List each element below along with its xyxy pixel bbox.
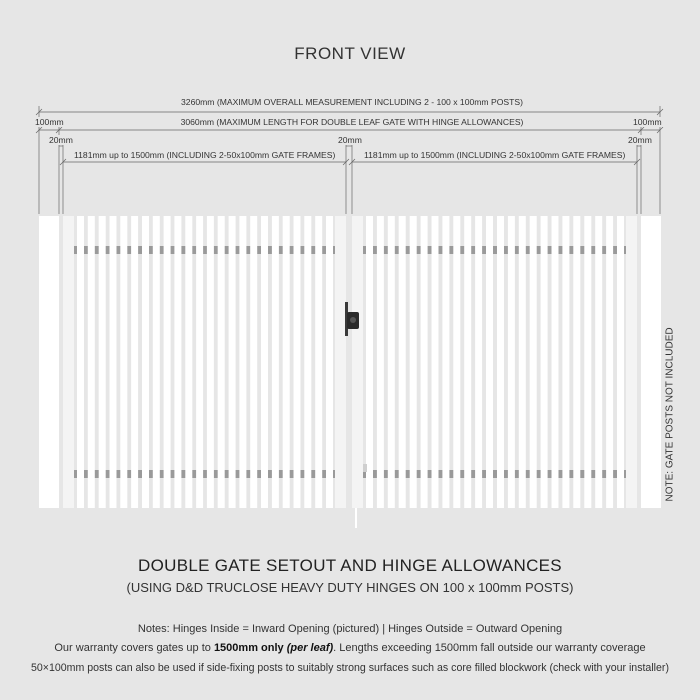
gate-slat (326, 216, 333, 508)
dim-label-leaf-left: 1181mm up to 1500mm (INCLUDING 2-50x100mm GATE FRAMES) (74, 150, 336, 160)
gate-slat (584, 216, 591, 508)
dim-label-gate-length: 3060mm (MAXIMUM LENGTH FOR DOUBLE LEAF GATE WITH HINGE ALLOWANCES) (180, 117, 524, 127)
gate-slat (185, 216, 192, 508)
right-leaf-slats (366, 216, 624, 508)
gate-slat (272, 216, 279, 508)
gate-slat (99, 216, 106, 508)
left-post (39, 216, 59, 508)
dim-label-post-left: 100mm (35, 117, 64, 127)
gate-slat (573, 216, 580, 508)
gate-slat (530, 216, 537, 508)
right-leaf-outer-frame (626, 216, 637, 508)
gate-slat (508, 216, 515, 508)
section-subheading: (USING D&D TRUCLOSE HEAVY DUTY HINGES ON 100 x 100mm POSTS) (126, 580, 574, 595)
left-leaf-outer-frame (63, 216, 74, 508)
gate-slat (432, 216, 439, 508)
gate-slat (120, 216, 127, 508)
section-heading: DOUBLE GATE SETOUT AND HINGE ALLOWANCES (138, 556, 562, 575)
dim-label-gap-left: 20mm (49, 135, 73, 145)
gate-slat (207, 216, 214, 508)
gate-slat (486, 216, 493, 508)
gate-slat (541, 216, 548, 508)
gate-slat (497, 216, 504, 508)
gate-slat (595, 216, 602, 508)
gate-slat (110, 216, 117, 508)
gate-slat (315, 216, 322, 508)
drop-bolt (355, 508, 357, 528)
gate-slat (196, 216, 203, 508)
dim-label-post-right: 100mm (633, 117, 662, 127)
gate-slat (617, 216, 624, 508)
gate-slat (283, 216, 290, 508)
drop-bolt-guide (363, 464, 367, 472)
dim-label-gap-right: 20mm (628, 135, 652, 145)
gate-slat (250, 216, 257, 508)
gate-slat (366, 216, 373, 508)
gate-slat (174, 216, 181, 508)
gate-slat (464, 216, 471, 508)
gate-slat (519, 216, 526, 508)
gate-slat (164, 216, 171, 508)
gate-slat (399, 216, 406, 508)
gate-slat (239, 216, 246, 508)
gate-slat (77, 216, 84, 508)
gate-slat (410, 216, 417, 508)
gate-slat (229, 216, 236, 508)
gate-slat (421, 216, 428, 508)
dim-label-overall: 3260mm (MAXIMUM OVERALL MEASUREMENT INCLUDING 2 - 100 x 100mm POSTS) (181, 97, 523, 107)
right-leaf-inner-frame (352, 216, 363, 508)
gate-slat (304, 216, 311, 508)
left-leaf-inner-frame (335, 216, 346, 508)
note-warranty: Our warranty covers gates up to 1500mm only (per leaf). Lengths exceeding 1500mm fall outside our warranty coverage (54, 642, 646, 654)
gate-slat (153, 216, 160, 508)
gate-slat (562, 216, 569, 508)
note-hinges: Notes: Hinges Inside = Inward Opening (pictured) | Hinges Outside = Outward Opening (137, 623, 563, 635)
gate-slat (88, 216, 95, 508)
gate-slat (453, 216, 460, 508)
gate-slat (377, 216, 384, 508)
gate-slat (261, 216, 268, 508)
gate-slat (218, 216, 225, 508)
note-posts: 50×100mm posts can also be used if side-fixing posts to suitably strong surfaces such as core filled blockwork (check with your installer) (31, 662, 669, 674)
gate-slat (442, 216, 449, 508)
gate-slat (552, 216, 559, 508)
left-leaf-slats (77, 216, 333, 508)
gate-slat (475, 216, 482, 508)
gate-slat (388, 216, 395, 508)
gate-slat (606, 216, 613, 508)
gate-slat (142, 216, 149, 508)
view-title: FRONT VIEW (294, 44, 406, 63)
gate-slat (294, 216, 301, 508)
dim-label-gap-center: 20mm (338, 135, 362, 145)
dim-label-leaf-right: 1181mm up to 1500mm (INCLUDING 2-50x100mm GATE FRAMES) (364, 150, 626, 160)
right-post (641, 216, 661, 508)
gate-slat (131, 216, 138, 508)
side-note-posts: NOTE: GATE POSTS NOT INCLUDED (664, 327, 676, 502)
